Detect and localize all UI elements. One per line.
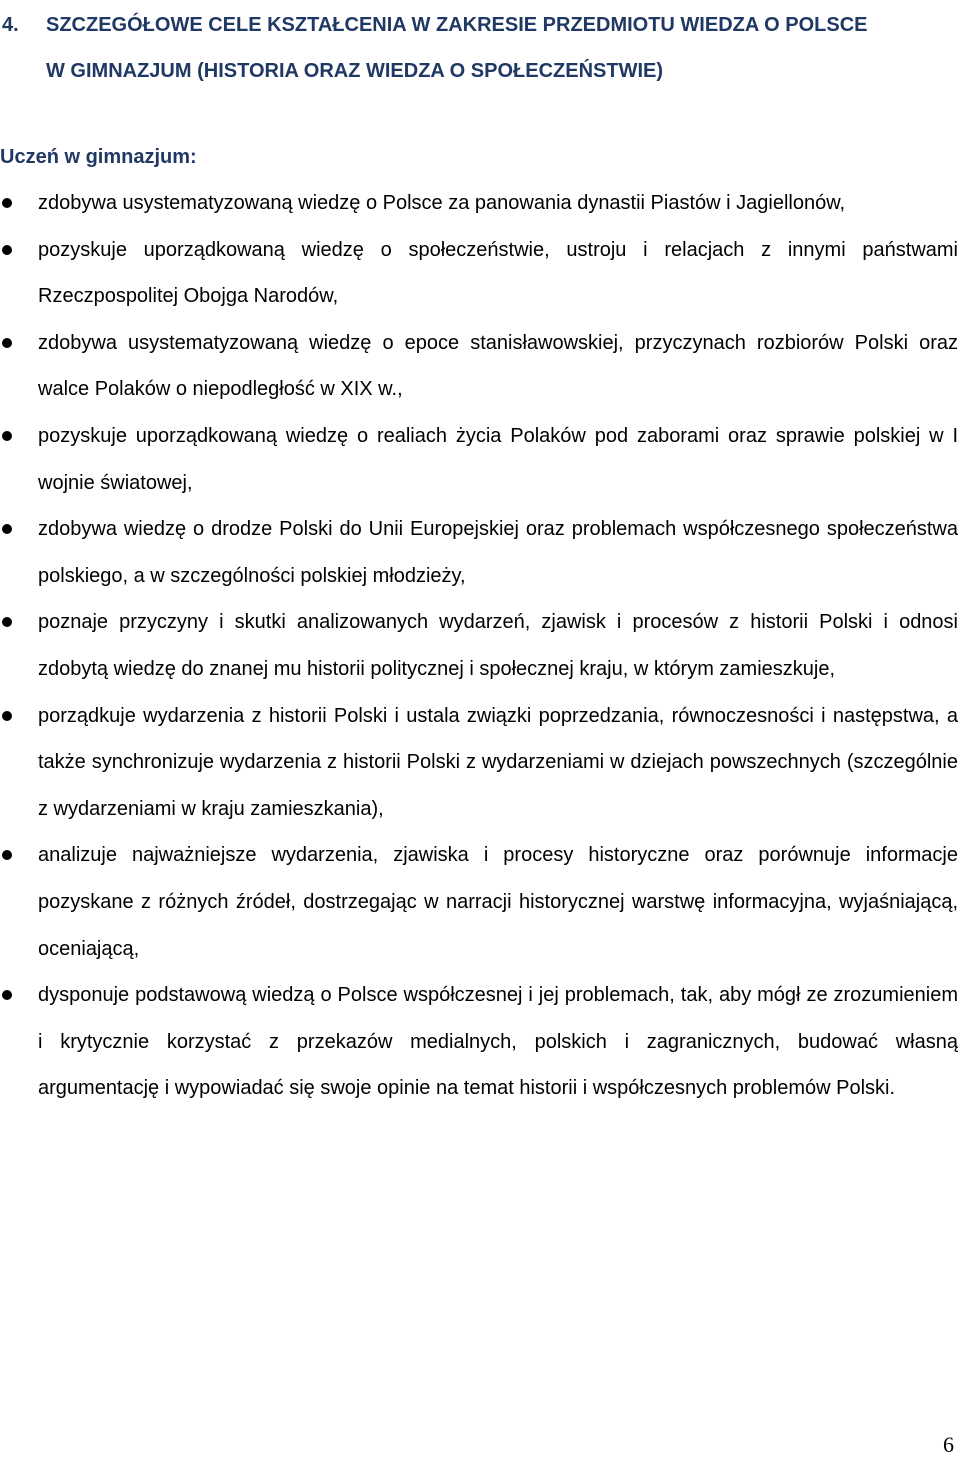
section-heading-line2: W GIMNAZJUM (HISTORIA ORAZ WIEDZA O SPOŁECZEŃSTWIE) [46, 60, 664, 82]
list-item [0, 180, 958, 227]
list-item [0, 320, 958, 413]
list-item-text: porządkuje wydarzenia z historii Polski i ustala związki poprzedzania, równoczesności i następstwa, a także synchronizuje wydarzenia z historii Polski z wydarzeniami w dziejach powszechnych (szczególnie z wydarzeniami w kraju zamieszkania), [38, 704, 958, 820]
list-item [0, 693, 958, 833]
list-item [0, 413, 958, 506]
list-item-text: zdobywa wiedzę o drodze Polski do Unii Europejskiej oraz problemach współczesnego społeczeństwa polskiego, a w szczególności polskiej młodzieży, [38, 518, 958, 587]
list-item-text: pozyskuje uporządkowaną wiedzę o realiach życia Polaków pod zaborami oraz sprawie polskiej w I wojnie światowej, [38, 424, 958, 494]
bullet-icon [2, 431, 12, 441]
list-item [0, 599, 958, 692]
bullet-icon [2, 990, 12, 1000]
bullet-icon [2, 524, 12, 534]
bullet-icon [2, 338, 12, 348]
bullet-icon [2, 850, 12, 860]
list-item-text: dysponuje podstawową wiedzą o Polsce współczesnej i jej problemach, tak, aby mógł ze zrozumieniem i krytycznie korzystać z przekazów medialnych, polskich i zagranicznych, budować własną argumentację i wypowiadać się swoje opinie na temat historii i współczesnych problemów Polski. [38, 984, 958, 1100]
list-item [0, 972, 958, 1112]
list-item-text: analizuje najważniejsze wydarzenia, zjawiska i procesy historyczne oraz porównuje informacje pozyskane z różnych źródeł, dostrzegając w narracji historycznej warstwę informacyjna, wyjaśniającą, oceniającą, [38, 844, 958, 960]
list-item [0, 832, 958, 972]
objectives-list [0, 180, 958, 1112]
list-item-text: zdobywa usystematyzowaną wiedzę o Polsce za panowania dynastii Piastów i Jagiellonów, [38, 192, 846, 214]
intro-text: Uczeń w gimnazjum: [0, 146, 197, 168]
list-item-text: zdobywa usystematyzowaną wiedzę o epoce stanisławowskiej, przyczynach rozbiorów Polski oraz walce Polaków o niepodległość w XIX w., [38, 331, 958, 401]
section-number: 4. [2, 14, 19, 36]
list-item-text: poznaje przyczyny i skutki analizowanych wydarzeń, zjawisk i procesów z historii Polski i odnosi zdobytą wiedzę do znanej mu historii politycznej i społecznej kraju, w którym zamieszkuje, [38, 611, 958, 680]
page-number: 6 [943, 1432, 954, 1457]
bullet-icon [2, 198, 12, 208]
section-heading [2, 2, 952, 94]
bullet-icon [2, 711, 12, 721]
list-item [0, 227, 958, 320]
bullet-icon [2, 245, 12, 255]
list-item [0, 506, 958, 599]
section-heading-line1: SZCZEGÓŁOWE CELE KSZTAŁCENIA W ZAKRESIE PRZEDMIOTU WIEDZA O POLSCE [46, 14, 868, 36]
list-item-text: pozyskuje uporządkowaną wiedzę o społeczeństwie, ustroju i relacjach z innymi państwami Rzeczpospolitej Obojga Narodów, [38, 238, 958, 308]
bullet-icon [2, 617, 12, 627]
